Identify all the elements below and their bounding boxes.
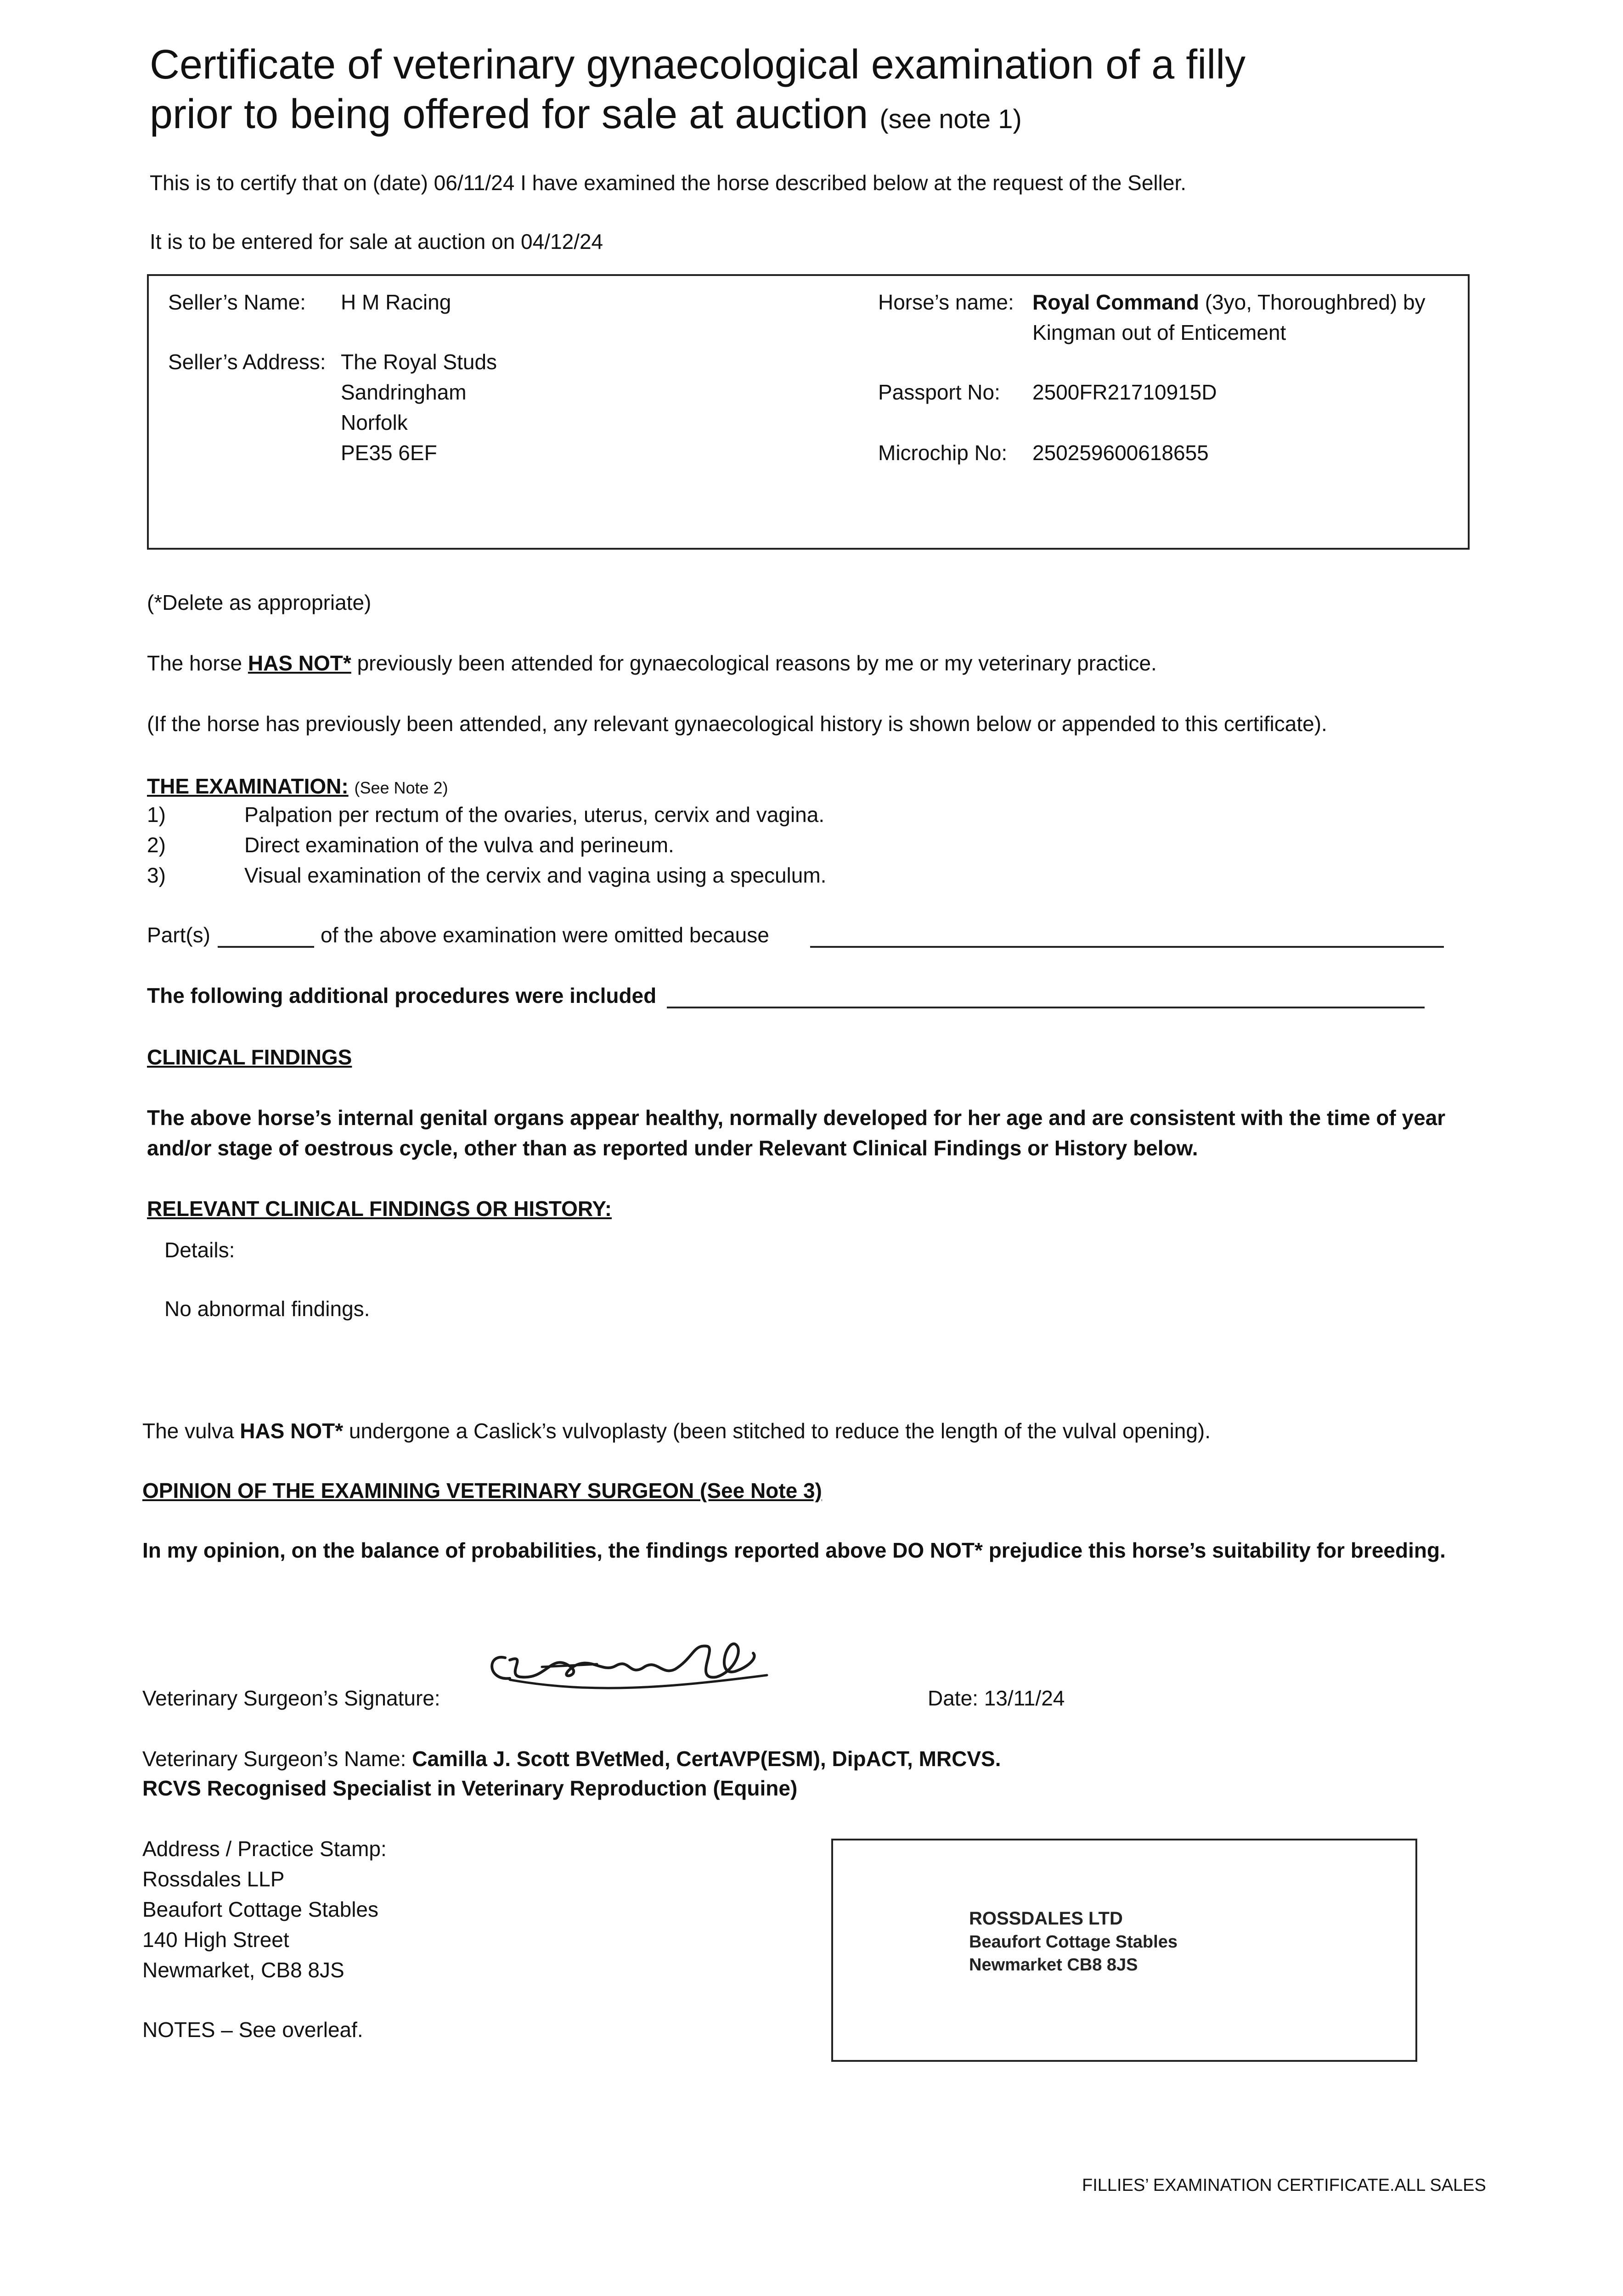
examination-heading: THE EXAMINATION: — [147, 774, 349, 798]
exam-item-3-text: Visual examination of the cervix and vagina using a speculum. — [244, 863, 827, 887]
practice-line-4: Newmarket, CB8 8JS — [142, 1958, 344, 1982]
vulva-statement — [142, 1416, 1211, 1446]
attended-suffix: previously been attended for gynaecological reasons by me or my veterinary practice. — [351, 651, 1157, 675]
history-note: (If the horse has previously been attended, any relevant gynaecological history is shown below or appended to this certificate). — [147, 712, 1327, 736]
additional-procedures-label: The following additional procedures were included — [147, 984, 657, 1007]
clinical-findings-heading: CLINICAL FINDINGS — [147, 1045, 352, 1069]
practice-label: Address / Practice Stamp: — [142, 1837, 387, 1861]
examination-note: (See Note 2) — [354, 778, 448, 797]
practice-line-1: Rossdales LLP — [142, 1867, 285, 1891]
vulva-prefix: The vulva — [142, 1419, 240, 1443]
auction-statement: It is to be entered for sale at auction on 04/12/24 — [150, 230, 603, 253]
practice-line-3: 140 High Street — [142, 1928, 289, 1952]
passport-number: 2500FR21710915D — [1032, 380, 1217, 404]
surgeon-name-line — [142, 1744, 1001, 1773]
details-text: No abnormal findings. — [164, 1297, 370, 1321]
omitted-reason-field[interactable] — [810, 946, 1444, 948]
practice-line-2: Beaufort Cottage Stables — [142, 1897, 378, 1921]
horse-name-line — [1032, 287, 1426, 317]
attended-status: HAS NOT* — [248, 651, 351, 675]
title-line-1: Certificate of veterinary gynaecological examination of a filly — [150, 42, 1246, 88]
seller-name: H M Racing — [341, 290, 451, 314]
notes-text: NOTES – See overleaf. — [142, 2018, 363, 2042]
signature-image — [478, 1626, 781, 1708]
stamp-line-2: Beaufort Cottage Stables — [969, 1932, 1178, 1952]
exam-item-2-num: 2) — [147, 833, 166, 857]
microchip-label: Microchip No: — [878, 441, 1008, 465]
signature-date: Date: 13/11/24 — [928, 1686, 1065, 1710]
title-line-2-text: prior to being offered for sale at auction — [150, 91, 868, 137]
vulva-status: HAS NOT* — [240, 1419, 344, 1443]
relevant-findings-heading: RELEVANT CLINICAL FINDINGS OR HISTORY: — [147, 1197, 612, 1221]
horse-name-label: Horse’s name: — [878, 290, 1014, 314]
title-note: (see note 1) — [879, 104, 1022, 134]
seller-name-label: Seller’s Name: — [168, 290, 306, 314]
title-line-2 — [150, 90, 1022, 144]
stamp-line-1: ROSSDALES LTD — [969, 1908, 1123, 1929]
seller-address-line-4: PE35 6EF — [341, 441, 437, 465]
exam-item-2-text: Direct examination of the vulva and perineum. — [244, 833, 674, 857]
additional-procedures-field[interactable] — [667, 1007, 1425, 1008]
clinical-findings-line-2: and/or stage of oestrous cycle, other than as reported under Relevant Clinical Findings or History below. — [147, 1136, 1198, 1160]
attended-prefix: The horse — [147, 651, 248, 675]
clinical-findings-line-1: The above horse’s internal genital organs appear healthy, normally developed for her age and are consistent with the time of year — [147, 1106, 1446, 1130]
seller-address-line-3: Norfolk — [341, 411, 408, 434]
footer-text: FILLIES’ EXAMINATION CERTIFICATE.ALL SALES — [1082, 2176, 1486, 2195]
exam-item-1-text: Palpation per rectum of the ovaries, uterus, cervix and vagina. — [244, 803, 825, 827]
horse-name: Royal Command — [1032, 290, 1199, 314]
exam-item-3-num: 3) — [147, 863, 166, 887]
seller-address-line-2: Sandringham — [341, 380, 467, 404]
exam-item-1-num: 1) — [147, 803, 166, 827]
stamp-line-3: Newmarket CB8 8JS — [969, 1955, 1138, 1975]
surgeon-name: Camilla J. Scott BVetMed, CertAVP(ESM), DipACT, MRCVS. — [412, 1747, 1001, 1771]
surgeon-name-label: Veterinary Surgeon’s Name: — [142, 1747, 406, 1771]
seller-address-label: Seller’s Address: — [168, 350, 326, 374]
details-label: Details: — [164, 1238, 235, 1262]
passport-label: Passport No: — [878, 380, 1000, 404]
opinion-text: In my opinion, on the balance of probabilities, the findings reported above DO NOT* prejudice this horse’s suitability for breeding. — [142, 1538, 1446, 1562]
signature-label: Veterinary Surgeon’s Signature: — [142, 1686, 440, 1710]
omitted-reason-label: of the above examination were omitted because — [321, 923, 769, 947]
vulva-suffix: undergone a Caslick’s vulvoplasty (been stitched to reduce the length of the vulval opening). — [343, 1419, 1211, 1443]
certify-statement: This is to certify that on (date) 06/11/24 I have examined the horse described below at the request of the Seller. — [150, 171, 1187, 195]
microchip-number: 250259600618655 — [1032, 441, 1209, 465]
delete-note: (*Delete as appropriate) — [147, 591, 372, 614]
omitted-part-field[interactable] — [218, 946, 314, 948]
seller-address-line-1: The Royal Studs — [341, 350, 497, 374]
attended-statement — [147, 648, 1157, 678]
surgeon-specialist: RCVS Recognised Specialist in Veterinary Reproduction (Equine) — [142, 1776, 798, 1800]
opinion-heading: OPINION OF THE EXAMINING VETERINARY SURGEON (See Note 3) — [142, 1479, 822, 1503]
examination-heading-line — [147, 771, 448, 803]
omitted-part-label: Part(s) — [147, 923, 210, 947]
horse-details: (3yo, Thoroughbred) by — [1205, 290, 1426, 314]
horse-pedigree: Kingman out of Enticement — [1032, 321, 1286, 344]
